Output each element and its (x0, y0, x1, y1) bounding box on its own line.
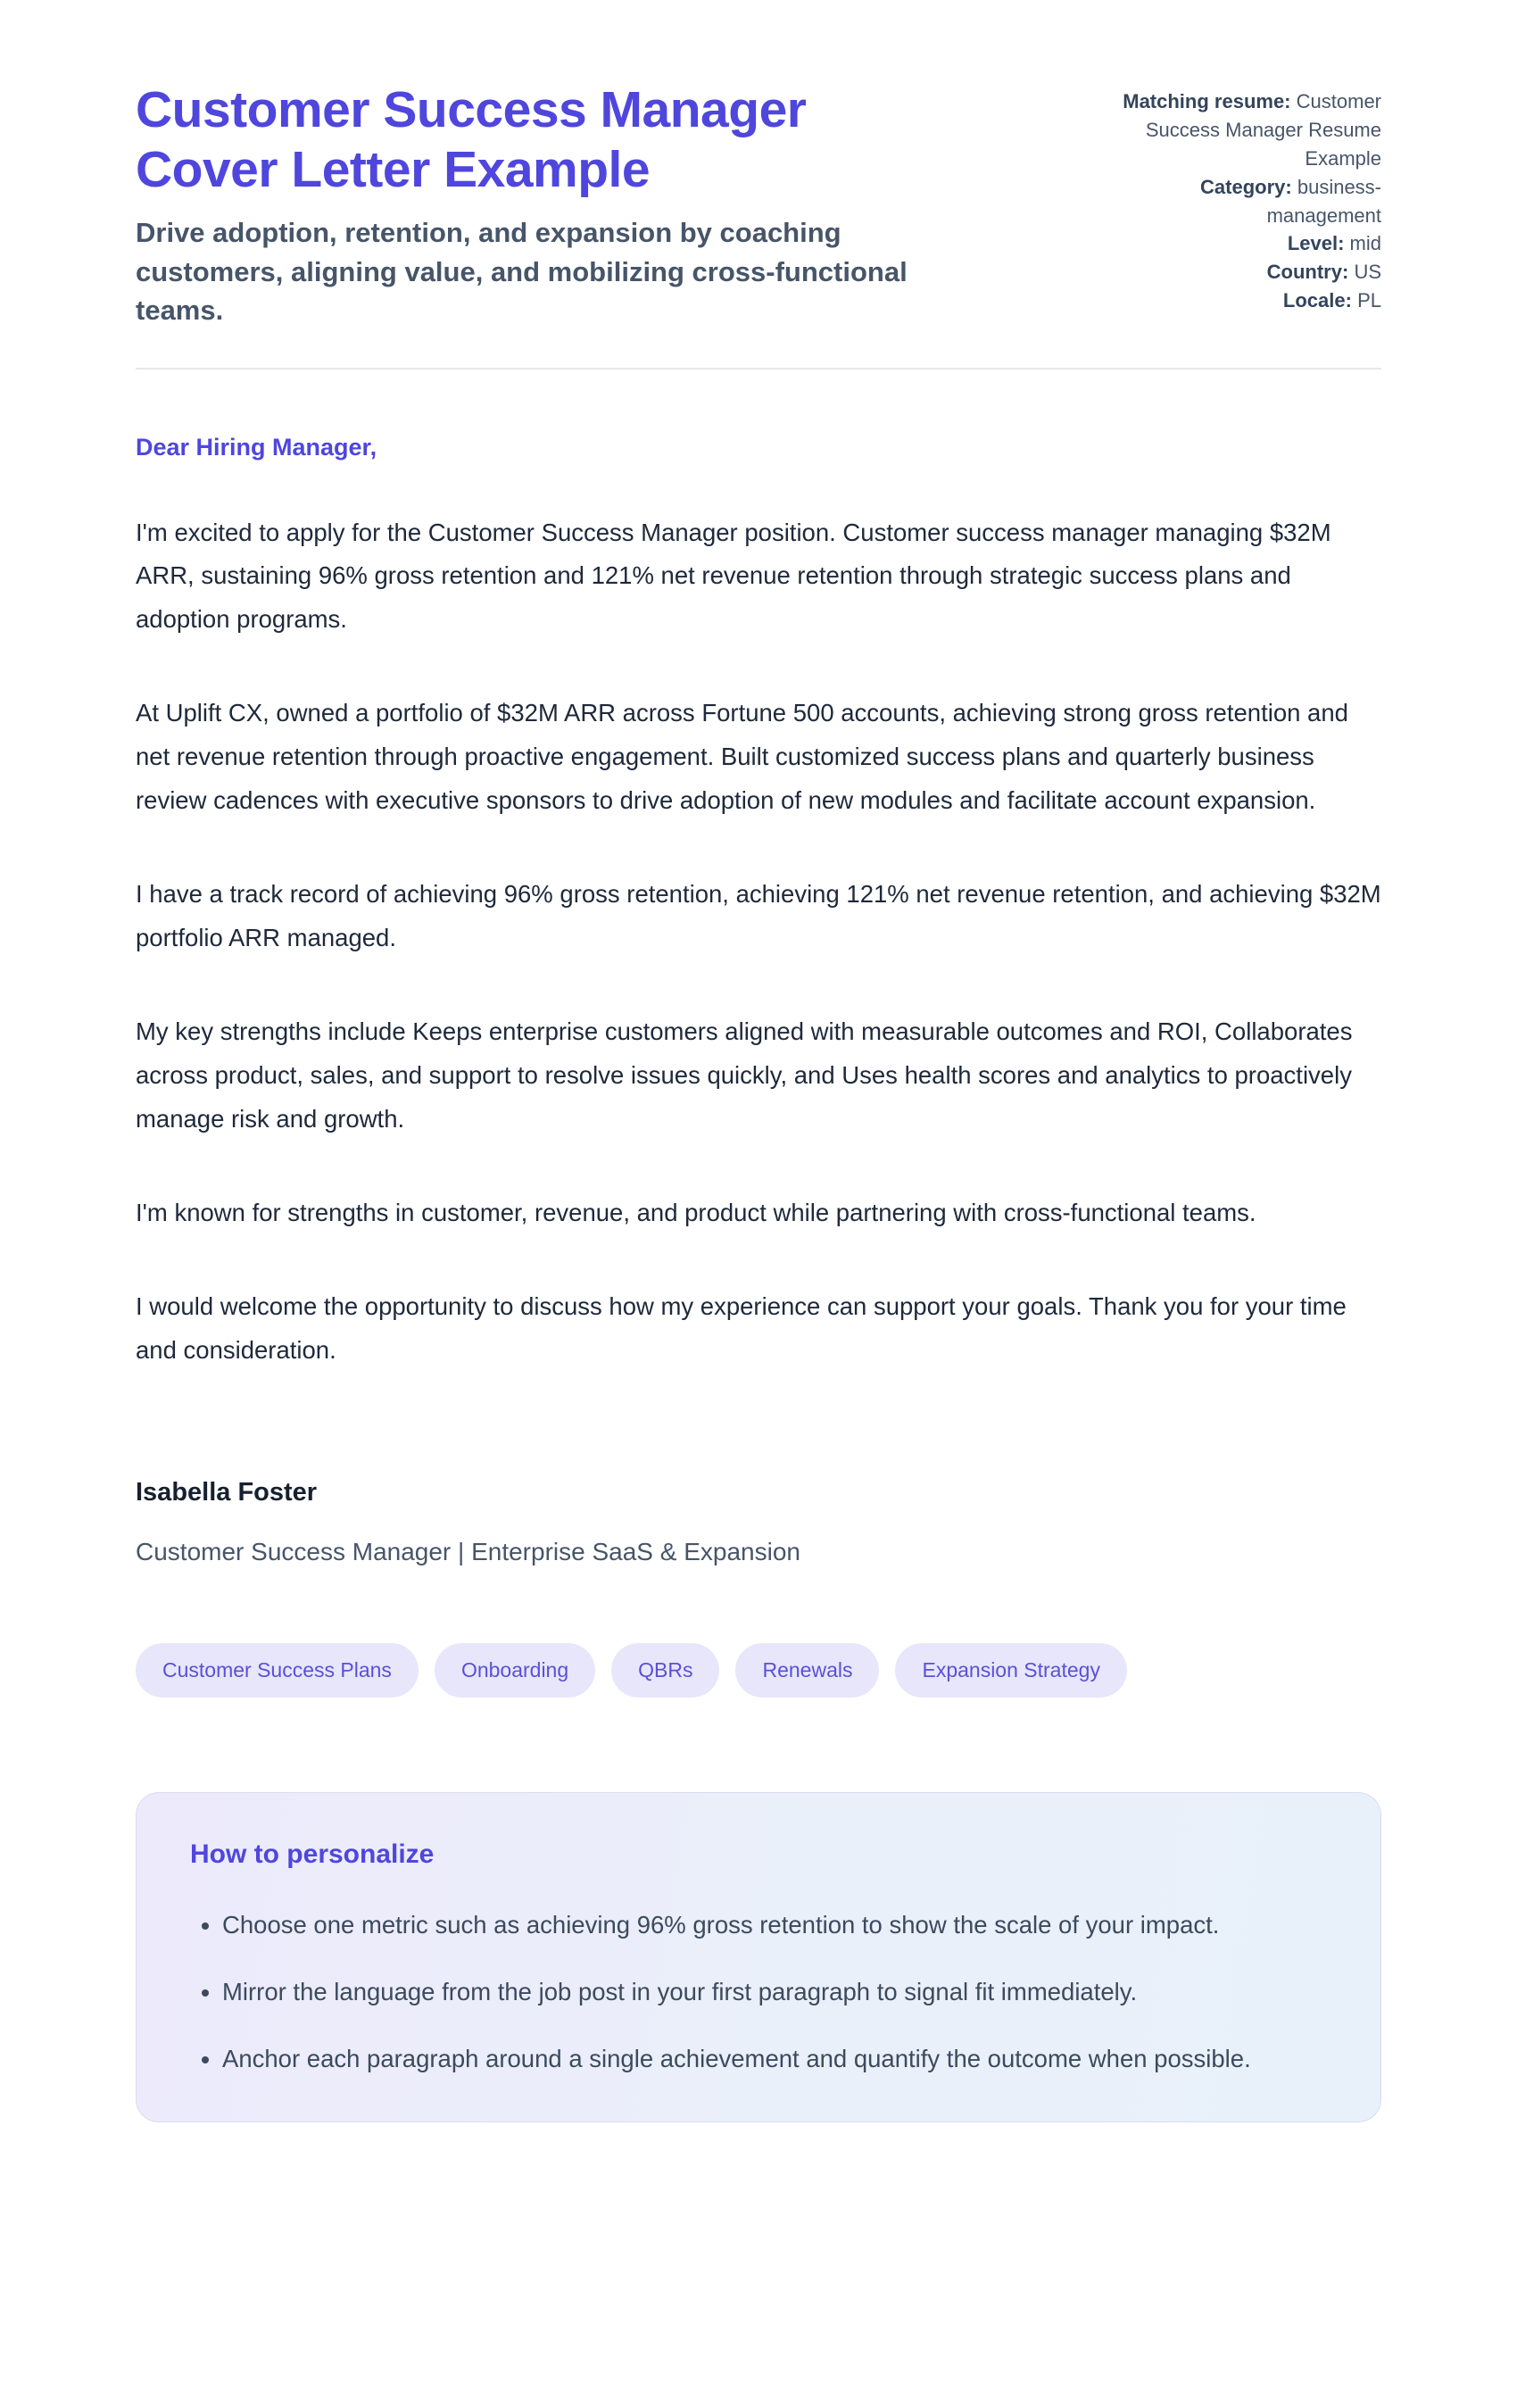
tip-item-3: • Anchor each paragraph around a single achievement and quantify the outcome when possible. (222, 2038, 1327, 2081)
tag-qbrs[interactable]: QBRs (611, 1643, 719, 1698)
letter-paragraph-5: I'm known for strengths in customer, revenue, and product while partnering with cross-functional teams. (136, 1198, 1256, 1226)
tip-item-2: • Mirror the language from the job post in your first paragraph to signal fit immediately. (222, 1971, 1327, 2014)
tip-item-1: • Choose one metric such as achieving 96% gross retention to show the scale of your impact. (222, 1904, 1327, 1947)
tag-onboarding[interactable]: Onboarding (435, 1643, 595, 1698)
header-divider (136, 368, 1381, 370)
letter-paragraph-3: I have a track record of achieving 96% gross retention, achieving 121% net revenue retention, and achieving $32M portfolio ARR managed. (136, 880, 1381, 952)
page-subtitle: Drive adoption, retention, and expansion by coaching customers, aligning value, and mobilizing cross-functional teams. (136, 217, 908, 327)
tag-expansion-strategy[interactable]: Expansion Strategy (895, 1643, 1126, 1698)
meta-label-country: Country: (1266, 261, 1349, 284)
tag-customer-success-plans[interactable]: Customer Success Plans (136, 1643, 419, 1698)
tag-renewals[interactable]: Renewals (735, 1643, 879, 1698)
meta-panel (1087, 80, 1381, 315)
meta-label-locale: Locale: (1282, 289, 1352, 312)
tip-box-heading: How to personalize (190, 1839, 435, 1869)
meta-category (1087, 173, 1381, 230)
salutation: Dear Hiring Manager, (136, 433, 377, 461)
how-to-personalize-box (136, 1792, 1381, 2123)
meta-value-level: mid (1349, 232, 1381, 255)
meta-label-level: Level: (1287, 232, 1345, 255)
meta-country (1087, 258, 1381, 286)
letter-paragraph-1: I'm excited to apply for the Customer Success Manager position. Customer success manager managing $32M ARR, sustaining 96% gross retention and 121% net revenue retention through strategic success plans and adoption programs. (136, 518, 1331, 634)
page-title: Customer Success Manager Cover Letter Example (136, 81, 807, 198)
meta-value-country: US (1354, 261, 1381, 284)
signature-role: Customer Success Manager | Enterprise SaaS & Expansion (136, 1537, 800, 1565)
meta-matching-resume (1087, 87, 1381, 173)
letter-paragraph-6: I would welcome the opportunity to discuss how my experience can support your goals. Thank you for your time and consideration. (136, 1291, 1347, 1364)
matching-resume-link[interactable]: Customer Success Manager Resume Example (1145, 90, 1381, 170)
tip-list (190, 1904, 1327, 2081)
letter-paragraph-2: At Uplift CX, owned a portfolio of $32M ARR across Fortune 500 accounts, achieving strong gross retention and net revenue retention through proactive engagement. Built customized success plans and quarterly business review cadences with executive sponsors to drive adoption of new modules and facilitate account expansion. (136, 699, 1348, 815)
signature-name: Isabella Foster (136, 1477, 318, 1507)
meta-label-category: Category: (1200, 175, 1292, 198)
meta-value-locale: PL (1357, 289, 1381, 312)
letter-paragraph-4: My key strengths include Keeps enterprise customers aligned with measurable outcomes and ROI, Collaborates across product, sales, and support to resolve issues quickly, and Uses health scores and analytics to proactively manage risk and growth. (136, 1017, 1353, 1133)
skill-tags (136, 1643, 1381, 1698)
meta-label-matching-resume: Matching resume: (1123, 90, 1291, 112)
meta-level (1087, 229, 1381, 258)
meta-value-category: business-management (1266, 175, 1381, 227)
letter-body (136, 434, 1381, 1566)
meta-locale (1087, 286, 1381, 315)
header-title-block (136, 80, 921, 330)
page-header (136, 80, 1381, 330)
